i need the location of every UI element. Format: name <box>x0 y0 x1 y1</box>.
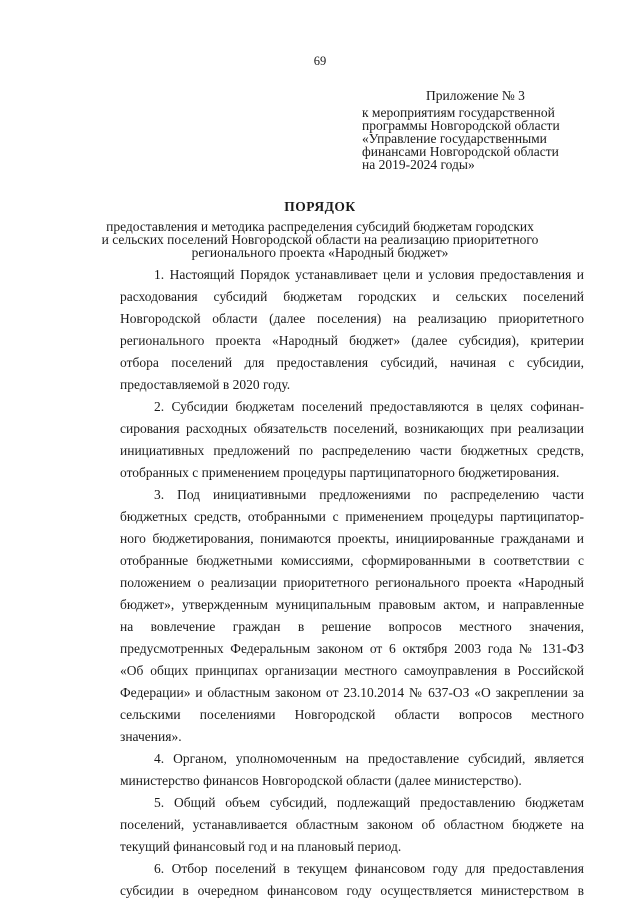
paragraph-4 <box>120 748 584 792</box>
text-line: бюджет», утвержденным муниципальным правовым актом, и направленные <box>120 597 584 612</box>
text-line: бюджетных средств, отобранными с применением процедуры партиципатор- <box>120 509 584 524</box>
paragraph-5 <box>120 792 584 858</box>
subtitle-line: предоставления и методика распределения субсидий бюджетам городских <box>106 219 534 234</box>
text-line: регионального проекта «Народный бюджет» (далее субсидия), критерии <box>120 333 584 348</box>
text-line: Федерации» и областным законом от 23.10.2014 № 637-ОЗ «О закреплении за <box>120 685 584 700</box>
document-body <box>120 264 584 902</box>
text-line: 6. Отбор поселений в текущем финансовом году для предоставления <box>154 861 584 876</box>
appendix-reference <box>362 106 594 171</box>
appendix-ref-line: на 2019-2024 годы» <box>362 157 475 172</box>
text-line: положением о реализации приоритетного регионального проекта «Народный <box>120 575 584 590</box>
text-line: «Об общих принципах организации местного самоуправления в Российской <box>120 663 584 678</box>
text-line: предоставляемой в 2020 году. <box>120 377 291 392</box>
paragraph-3 <box>120 484 584 748</box>
subtitle-line: и сельских поселений Новгородской области на реализацию приоритетного <box>101 232 539 247</box>
document-subtitle <box>0 220 640 259</box>
text-line: расходования субсидий бюджетам городских и сельских поселений <box>120 289 584 304</box>
text-line: сирования расходных обязательств поселений, возникающих при реализации <box>120 421 584 436</box>
text-line: отобранных с применением процедуры партиципаторного бюджетирования. <box>120 465 560 480</box>
text-line: отобранные бюджетными комиссиями, сформированными в соответствии с <box>120 553 584 568</box>
text-line: Новгородской области (далее поселения) на реализацию приоритетного <box>120 311 584 326</box>
text-line: 5. Общий объем субсидий, подлежащий предоставлению бюджетам <box>154 795 584 810</box>
text-line: 2. Субсидии бюджетам поселений предоставляются в целях софинан- <box>154 399 584 414</box>
appendix-ref-line: к мероприятиям государственной <box>362 105 555 120</box>
subtitle-line: регионального проекта «Народный бюджет» <box>191 245 449 260</box>
paragraph-2 <box>120 396 584 484</box>
text-line: 3. Под инициативными предложениями по распределению части <box>154 487 584 502</box>
paragraph-6 <box>120 858 584 902</box>
text-line: на вовлечение граждан в решение вопросов местного значения, <box>120 619 584 634</box>
text-line: сельскими поселениями Новгородской области вопросов местного <box>120 707 584 722</box>
appendix-ref-line: программы Новгородской области <box>362 118 560 133</box>
text-line: 1. Настоящий Порядок устанавливает цели и условия предоставления и <box>154 267 584 282</box>
text-line: министерство финансов Новгородской области (далее министерство). <box>120 773 522 788</box>
text-line: предусмотренных Федеральным законом от 6 октября 2003 года № 131-ФЗ <box>120 641 584 656</box>
text-line: инициативных предложений по распределению части бюджетных средств, <box>120 443 584 458</box>
text-line: 4. Органом, уполномоченным на предоставление субсидий, является <box>154 751 584 766</box>
paragraph-1 <box>120 264 584 396</box>
appendix-title: Приложение № 3 <box>426 88 525 103</box>
text-line: субсидии в очередном финансовом году осуществляется министерством в <box>120 883 584 898</box>
document-title: ПОРЯДОК <box>284 199 356 214</box>
page-number: 69 <box>313 54 327 68</box>
text-line: поселений, устанавливается областным законом об областном бюджете на <box>120 817 584 832</box>
text-line: значения». <box>120 729 182 744</box>
text-line: отбора поселений для предоставления субсидий, начиная с субсидии, <box>120 355 584 370</box>
appendix-ref-line: финансами Новгородской области <box>362 144 559 159</box>
appendix-ref-line: «Управление государственными <box>362 131 547 146</box>
text-line: ного бюджетирования, понимаются проекты, инициированные гражданами и <box>120 531 584 546</box>
text-line: текущий финансовый год и на плановый период. <box>120 839 402 854</box>
